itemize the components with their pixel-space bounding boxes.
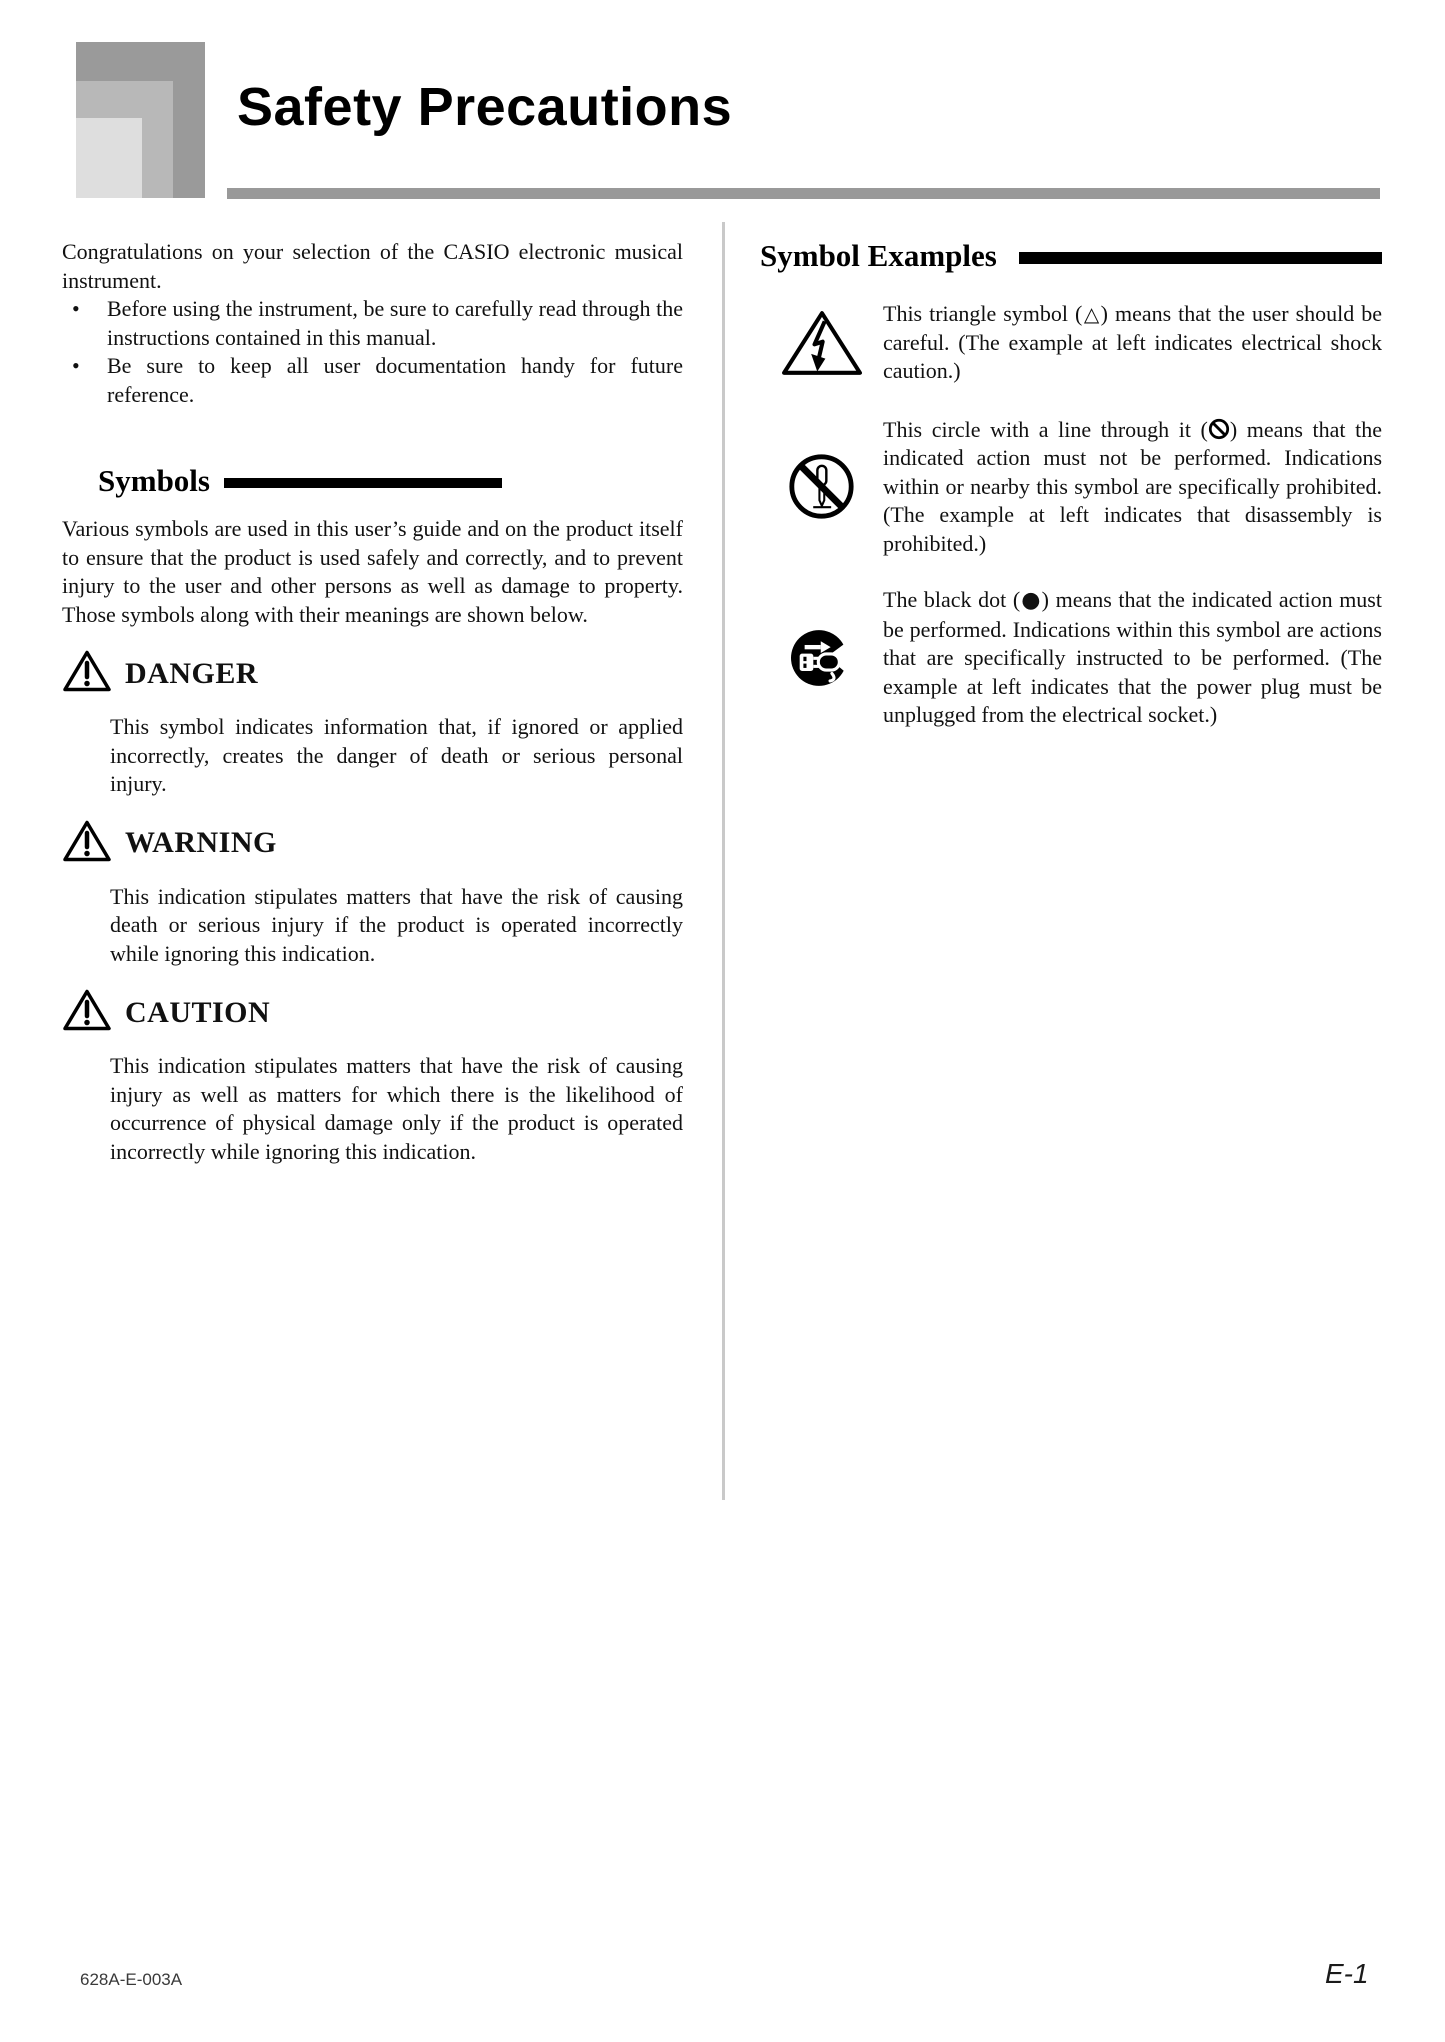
page-number: E-1	[1325, 1958, 1369, 1989]
logo-square-light	[76, 118, 142, 198]
heading-bar	[1019, 252, 1382, 264]
danger-heading	[62, 649, 683, 698]
left-column	[62, 238, 683, 1166]
bullet-icon: •	[72, 296, 80, 321]
warning-label: WARNING	[125, 826, 277, 859]
list-item	[62, 295, 683, 352]
symbol-examples-heading	[760, 238, 1382, 274]
caution-heading	[62, 988, 683, 1037]
example-text: The black dot (●) means that the indicated action must be performed. Indications within this symbol are actions that are specifically instructed to be performed. (The example at left indicates that the power plug must be unplugged from the electrical socket.)	[883, 587, 1382, 727]
warning-triangle-icon	[62, 649, 112, 698]
warning-triangle-icon	[62, 819, 112, 868]
no-symbol-glyph	[1208, 417, 1230, 442]
black-dot-glyph: ●	[1020, 588, 1042, 613]
corner-squares-logo	[76, 42, 205, 198]
symbols-heading-text: Symbols	[98, 463, 210, 498]
danger-label: DANGER	[125, 656, 259, 690]
list-item	[62, 352, 683, 409]
bullet-text: Be sure to keep all user documentation handy for future reference.	[107, 353, 683, 407]
danger-section	[62, 649, 683, 799]
symbol-example-item	[760, 300, 1382, 386]
right-column	[760, 238, 1382, 730]
bullet-text: Before using the instrument, be sure to carefully read through the instructions contained in this manual.	[107, 296, 683, 350]
intro-bullet-list	[62, 295, 683, 409]
warning-heading	[62, 819, 683, 868]
page-title: Safety Precautions	[237, 77, 733, 137]
example-text: This circle with a line through it ( ) means that the indicated action must not be performed. Indications within or nearby this symbol are specifically prohibited. (The example at left indicates that disassembly is prohibited.)	[883, 416, 1382, 556]
symbol-example-item	[760, 416, 1382, 559]
triangle-symbol-glyph: △	[1082, 302, 1101, 326]
title-rule	[227, 188, 1380, 199]
symbol-examples-heading-text: Symbol Examples	[760, 238, 997, 273]
caution-description: This indication stipulates matters that have the risk of causing injury as well as matters for which there is the likelihood of occurrence of physical damage only if the product is operated incorrectly while ignoring this indication.	[110, 1053, 683, 1164]
example-text: This triangle symbol (△) means that the user should be careful. (The example at left indicates electrical shock caution.)	[883, 301, 1382, 383]
caution-section	[62, 988, 683, 1166]
column-divider	[722, 222, 725, 1500]
document-code: 628A-E-003A	[80, 1970, 183, 1989]
symbols-intro-paragraph: Various symbols are used in this user’s guide and on the product itself to ensure that the product is used safely and correctly, and to prevent injury to the user and other persons as well as damage to property. Those symbols along with their meanings are shown below.	[62, 516, 683, 627]
symbol-example-item	[760, 586, 1382, 730]
electrical-shock-triangle-icon	[760, 300, 883, 386]
disassembly-prohibited-icon	[760, 416, 883, 559]
symbols-section-heading	[62, 463, 683, 499]
warning-description: This indication stipulates matters that have the risk of causing death or serious injury if the product is operated incorrectly while ignoring this indication.	[110, 883, 683, 966]
danger-description: This symbol indicates information that, if ignored or applied incorrectly, creates the danger of death or serious personal injury.	[110, 714, 683, 796]
caution-label: CAUTION	[125, 995, 271, 1029]
intro-paragraph: Congratulations on your selection of the CASIO electronic musical instrument.	[62, 239, 683, 293]
bullet-icon: •	[72, 353, 80, 378]
warning-section	[62, 819, 683, 969]
heading-bar	[224, 478, 502, 488]
unplug-power-icon	[760, 586, 883, 730]
warning-triangle-icon	[62, 988, 112, 1037]
